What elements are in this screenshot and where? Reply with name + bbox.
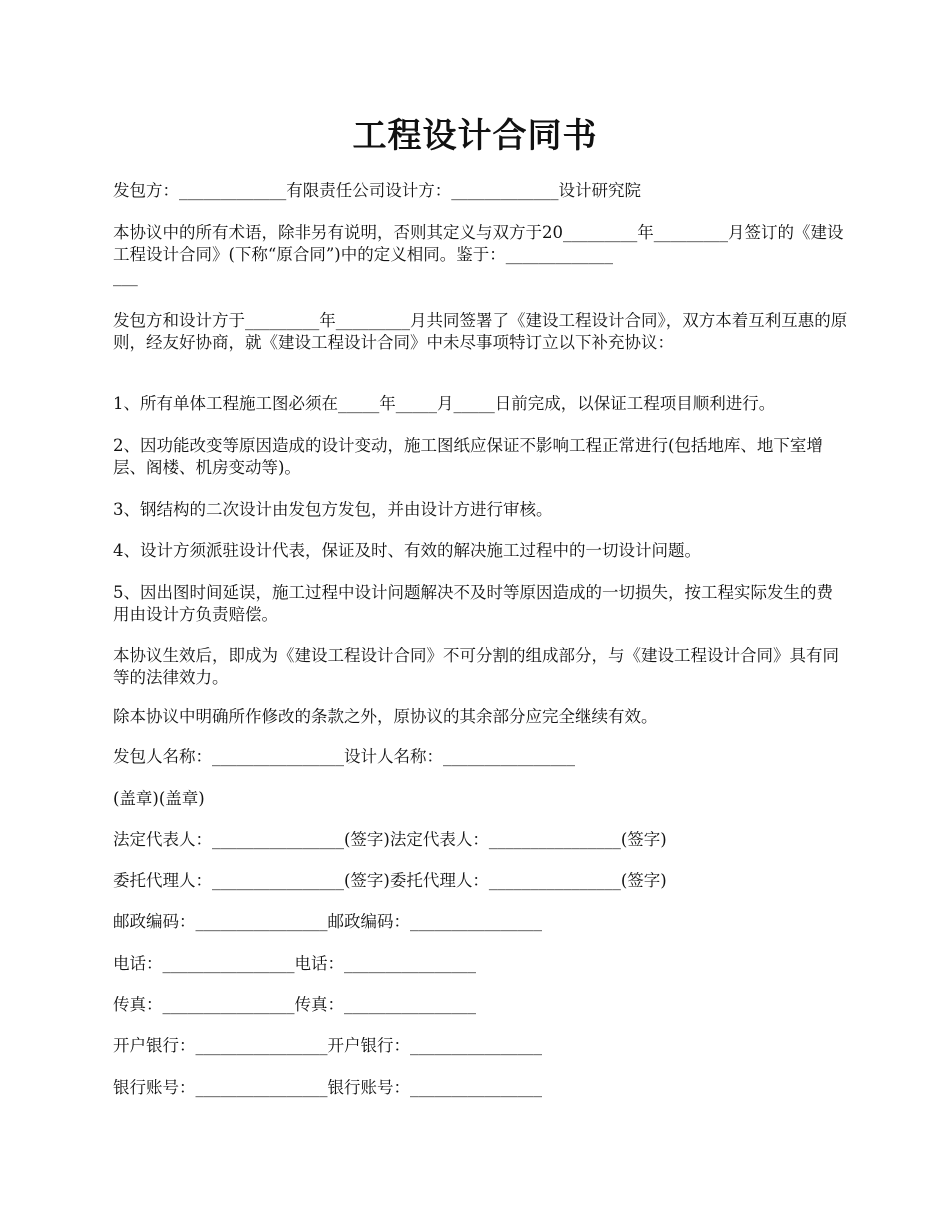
seal-line: (盖章)(盖章) [113,789,205,808]
clause-1: 1、所有单体工程施工图必须在_____年_____月_____日前完成，以保证工程项目顺利进行。 [113,394,776,413]
bank-account-line: 银行账号：________________银行账号：________________ [113,1078,542,1097]
clause-5: 5、因出图时间延误，施工过程中设计问题解决不及时等原因造成的一切损失，按工程实际发生的费用由设计方负责赔偿。 [113,583,833,624]
effectiveness-paragraph: 本协议生效后，即成为《建设工程设计合同》不可分割的组成部分，与《建设工程设计合同》具有同等的法律效力。 [113,646,839,687]
bank-line: 开户银行：________________开户银行：________________ [113,1036,542,1055]
terms-definition-paragraph: 本协议中的所有术语，除非另有说明，否则其定义与双方于20_________年_________月签订的《建设工程设计合同》(下称“原合同”)中的定义相同。鉴于：_____________ ___ [113,223,844,286]
phone-line: 电话：________________电话：________________ [113,954,476,973]
preamble-paragraph: 发包方和设计方于_________年_________月共同签署了《建设工程设计合同》，双方本着互利互惠的原则，经友好协商，就《建设工程设计合同》中未尽事项特订立以下补充协议： [113,311,848,352]
authorized-agent-line: 委托代理人：________________(签字)委托代理人：________________(签字) [113,871,667,890]
party-names-line: 发包人名称：________________设计人名称：________________ [113,747,575,766]
postal-code-line: 邮政编码：________________邮政编码：________________ [113,912,542,931]
clause-3: 3、钢结构的二次设计由发包方发包，并由设计方进行审核。 [113,500,553,519]
fax-line: 传真：________________传真：________________ [113,995,476,1014]
document-title: 工程设计合同书 [352,116,598,156]
clause-2: 2、因功能改变等原因造成的设计变动，施工图纸应保证不影响工程正常进行(包括地库、地下室增层、阁楼、机房变动等)。 [113,436,823,477]
legal-representative-line: 法定代表人：________________(签字)法定代表人：________________(签字) [113,830,667,849]
clause-4: 4、设计方须派驻设计代表，保证及时、有效的解决施工过程中的一切设计问题。 [113,541,701,560]
parties-line: 发包方：_____________有限责任公司设计方：_____________设计研究院 [113,181,641,200]
validity-paragraph: 除本协议中明确所作修改的条款之外，原协议的其余部分应完全继续有效。 [113,707,658,726]
